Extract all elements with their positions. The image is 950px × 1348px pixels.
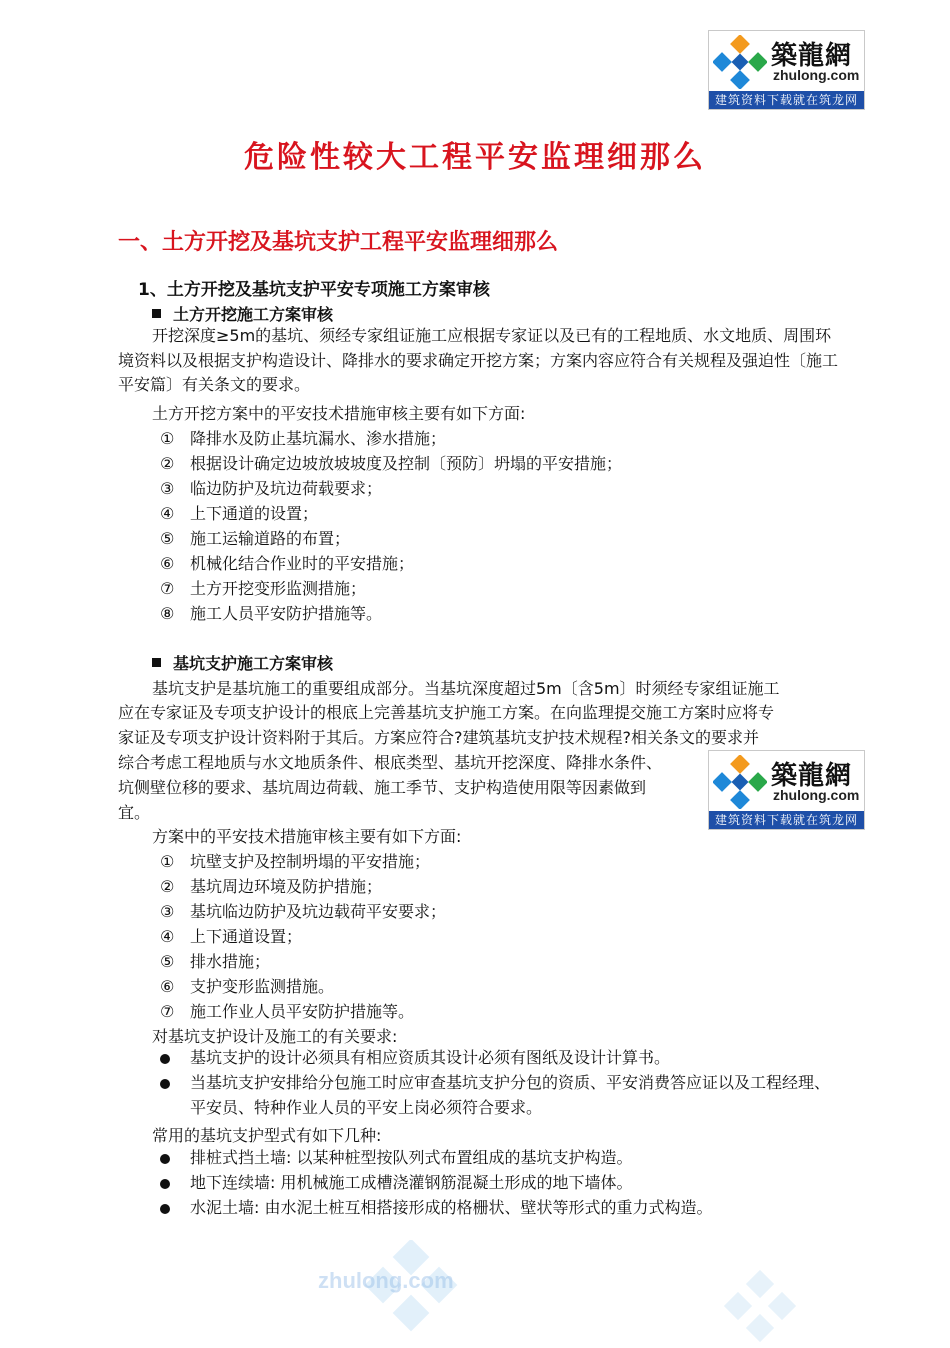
zhulong-logo-top: [708, 30, 865, 110]
bullet-item: 地下连续墙: 用机械施工成槽浇灌钢筋混凝土形成的地下墙体。: [160, 1171, 840, 1196]
logo-name-cn: 築龍網: [771, 761, 853, 791]
bullet-item: 排桩式挡土墙: 以某种桩型按队列式布置组成的基坑支护构造。: [160, 1146, 840, 1171]
zhulong-snowflake-icon: [713, 35, 767, 89]
bullet-dot-icon: [160, 1204, 170, 1214]
excavation-review-heading: 土方开挖施工方案审核: [152, 302, 333, 325]
excavation-intro: 土方开挖方案中的平安技术措施审核主要有如下方面:: [152, 404, 526, 423]
list-item: ② 根据设计确定边坡放坡坡度及控制〔预防〕坍塌的平安措施；: [160, 454, 623, 473]
support-paragraph-line: 综合考虑工程地质与水文地质条件、根底类型、基坑开挖深度、降排水条件、: [118, 753, 663, 772]
section-heading: 一、土方开挖及基坑支护工程平安监理细那么: [118, 230, 559, 255]
list-item: ③ 基坑临边防护及坑边载荷平安要求；: [160, 902, 447, 921]
zhulong-snowflake-icon: [713, 755, 767, 809]
zhulong-snowflake-icon: [720, 1270, 800, 1344]
bullet-item: 水泥土墙: 由水泥土桩互相搭接形成的格栅状、壁状等形式的重力式构造。: [160, 1196, 840, 1221]
list-item: ⑥ 机械化结合作业时的平安措施；: [160, 554, 415, 573]
watermark-logo: [720, 1270, 800, 1344]
support-paragraph-line: 基坑支护是基坑施工的重要组成部分。当基坑深度超过5m〔含5m〕时须经专家组证施工: [152, 679, 780, 698]
watermark-text: zhulong.com: [318, 1268, 454, 1293]
types-intro: 常用的基坑支护型式有如下几种:: [152, 1126, 382, 1145]
list-item: ⑦ 施工作业人员平安防护措施等。: [160, 1002, 415, 1021]
document-title: 危险性较大工程平安监理细那么: [244, 140, 706, 175]
logo-tagline: 建筑资料下载就在筑龙网: [709, 811, 864, 829]
list-item: ⑤ 排水措施；: [160, 952, 271, 971]
support-paragraph-line: 坑侧壁位移的要求、基坑周边荷载、施工季节、支护构造使用限等因素做到: [118, 778, 647, 797]
bullet-item: 当基坑支护安排给分包施工时应审查基坑支护分包的资质、平安消费答应证以及工程经理、平安员、特种作业人员的平安上岗必须符合要求。: [160, 1071, 840, 1120]
list-item: ⑧ 施工人员平安防护措施等。: [160, 604, 383, 623]
subsection-heading: 1、土方开挖及基坑支护平安专项施工方案审核: [138, 280, 490, 300]
list-item: ④ 上下通道设置；: [160, 927, 303, 946]
list-item: ② 基坑周边环境及防护措施；: [160, 877, 383, 896]
list-item: ① 降排水及防止基坑漏水、渗水措施；: [160, 429, 447, 448]
square-bullet-icon: [152, 309, 161, 318]
support-intro: 方案中的平安技术措施审核主要有如下方面:: [152, 827, 462, 846]
support-paragraph-line: 宜。: [118, 803, 151, 822]
bullet-dot-icon: [160, 1179, 170, 1189]
bullet-dot-icon: [160, 1079, 170, 1089]
requirements-intro: 对基坑支护设计及施工的有关要求:: [152, 1027, 398, 1046]
logo-domain: zhulong.com: [773, 787, 860, 803]
excavation-paragraph: 开挖深度≥5m的基坑、须经专家组证施工应根据专家证以及已有的工程地质、水文地质、周围环境资料以及根据支护构造设计、降排水的要求确定开挖方案；方案内容应符合有关规程及强迫性〔施工平安篇〕有关条文的要求。: [118, 326, 839, 395]
logo-domain: zhulong.com: [773, 67, 860, 83]
list-item: ⑦ 土方开挖变形监测措施；: [160, 579, 367, 598]
bullet-item: 基坑支护的设计必须具有相应资质其设计必须有图纸及设计计算书。: [160, 1046, 840, 1071]
logo-name-cn: 築龍網: [771, 41, 853, 71]
logo-tagline: 建筑资料下载就在筑龙网: [709, 91, 864, 109]
list-item: ③ 临边防护及坑边荷载要求；: [160, 479, 383, 498]
bullet-dot-icon: [160, 1054, 170, 1064]
square-bullet-icon: [152, 658, 161, 667]
support-paragraph-line: 家证及专项支护设计资料附于其后。方案应符合?建筑基坑支护技术规程?相关条文的要求并: [118, 728, 759, 747]
bullet-dot-icon: [160, 1154, 170, 1164]
zhulong-logo-mid: [708, 750, 865, 830]
list-item: ① 坑壁支护及控制坍塌的平安措施；: [160, 852, 431, 871]
list-item: ⑥ 支护变形监测措施。: [160, 977, 335, 996]
support-paragraph-line: 应在专家证及专项支护设计的根底上完善基坑支护施工方案。在向监理提交施工方案时应将专: [118, 703, 775, 722]
list-item: ⑤ 施工运输道路的布置；: [160, 529, 351, 548]
list-item: ④ 上下通道的设置；: [160, 504, 319, 523]
support-review-heading: 基坑支护施工方案审核: [152, 651, 333, 674]
